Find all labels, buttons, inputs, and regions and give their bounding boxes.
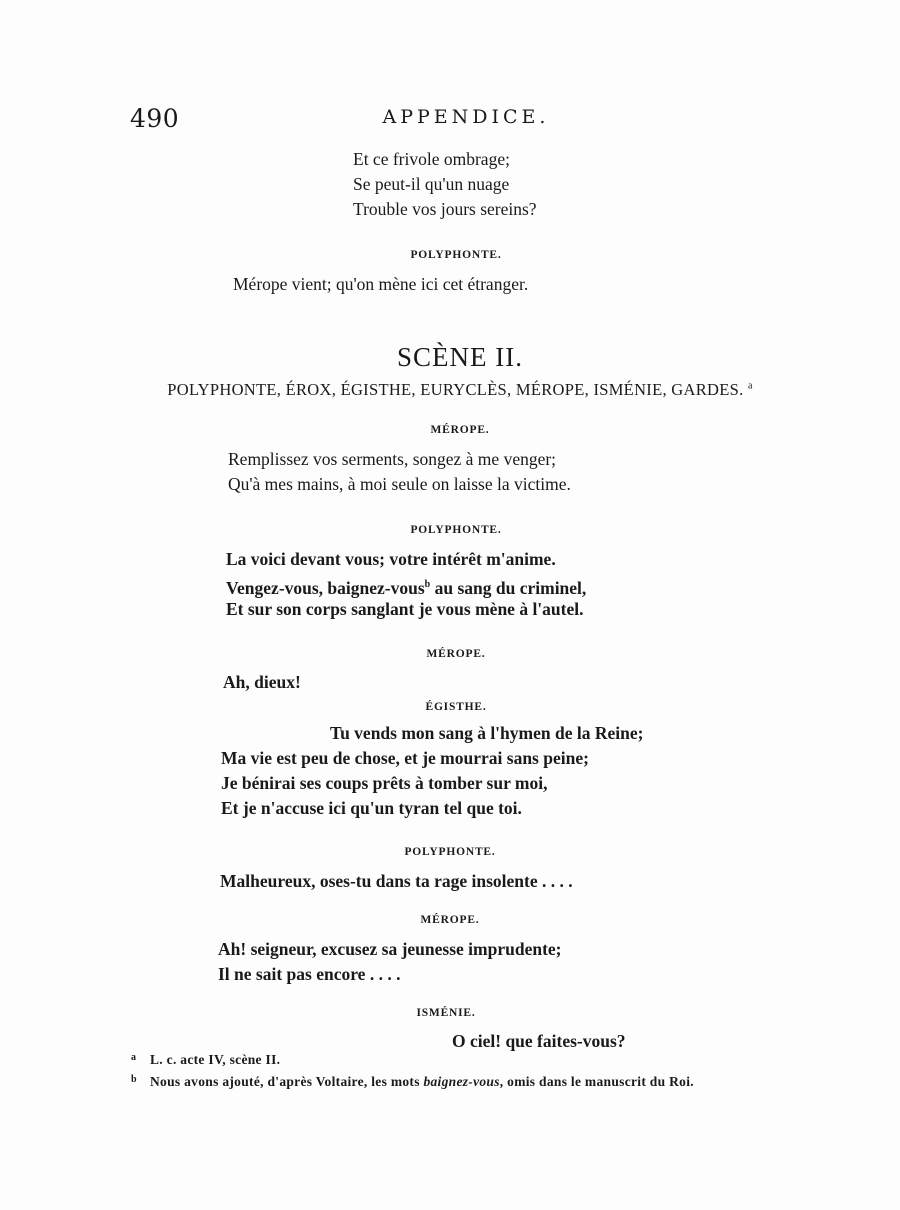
verse-line: O ciel! que faites-vous?	[452, 1031, 626, 1051]
verse-line: Et sur son corps sanglant je vous mène à l'autel.	[226, 599, 584, 619]
verse-line: Se peut-il qu'un nuage	[353, 174, 510, 194]
verse-line: Ah! seigneur, excusez sa jeunesse imprudente;	[218, 939, 562, 959]
verse-line: Qu'à mes mains, à moi seule on laisse la victime.	[228, 474, 571, 494]
verse-line: Tu vends mon sang à l'hymen de la Reine;	[330, 723, 644, 743]
scene-title: SCÈNE II.	[397, 342, 523, 372]
verse-line: Trouble vos jours sereins?	[353, 199, 537, 219]
verse-line: Ah, dieux!	[223, 672, 301, 692]
speaker-name: POLYPHONTE.	[410, 524, 502, 536]
speaker-name: MÉROPE.	[430, 424, 490, 436]
scene-cast: POLYPHONTE, ÉROX, ÉGISTHE, EURYCLÈS, MÉROPE, ISMÉNIE, GARDES. $^a$	[167, 380, 753, 399]
verse-line: Et je n'accuse ici qu'un tyran tel que toi.	[221, 798, 522, 818]
footnote-a: a L. c. acte IV, scène II.	[131, 1052, 281, 1067]
speaker-name: ISMÉNIE.	[416, 1007, 476, 1019]
verse-line: Mérope vient; qu'on mène ici cet étranger.	[233, 274, 529, 294]
speaker-name: POLYPHONTE.	[410, 249, 502, 261]
speaker-name: MÉROPE.	[420, 914, 480, 926]
footnote-b: b Nous avons ajouté, d'après Voltaire, les mots baignez-vous, omis dans le manuscrit du Roi.	[131, 1074, 694, 1089]
verse-line: Ma vie est peu de chose, et je mourrai sans peine;	[221, 748, 589, 768]
speaker-name: POLYPHONTE.	[404, 846, 496, 858]
footnote-ref-a: a	[747, 380, 753, 392]
running-title: APPENDICE.	[382, 106, 550, 128]
verse-line: Remplissez vos serments, songez à me venger;	[228, 449, 557, 469]
speaker-name: MÉROPE.	[426, 648, 486, 660]
verse-line: Et ce frivole ombrage;	[353, 149, 510, 169]
speaker-name: ÉGISTHE.	[425, 701, 487, 713]
verse-line: Il ne sait pas encore . . . .	[218, 964, 401, 984]
verse-line: La voici devant vous; votre intérêt m'anime.	[226, 549, 556, 569]
footnote-ref-b: b	[424, 579, 431, 590]
verse-line: Malheureux, oses-tu dans ta rage insolente . . . .	[220, 871, 573, 891]
page-number: 490	[130, 104, 180, 133]
verse-line: Je bénirai ses coups prêts à tomber sur moi,	[221, 773, 548, 793]
verse-line: Vengez-vous, baignez-vous$^b$ au sang du criminel,	[226, 577, 587, 598]
